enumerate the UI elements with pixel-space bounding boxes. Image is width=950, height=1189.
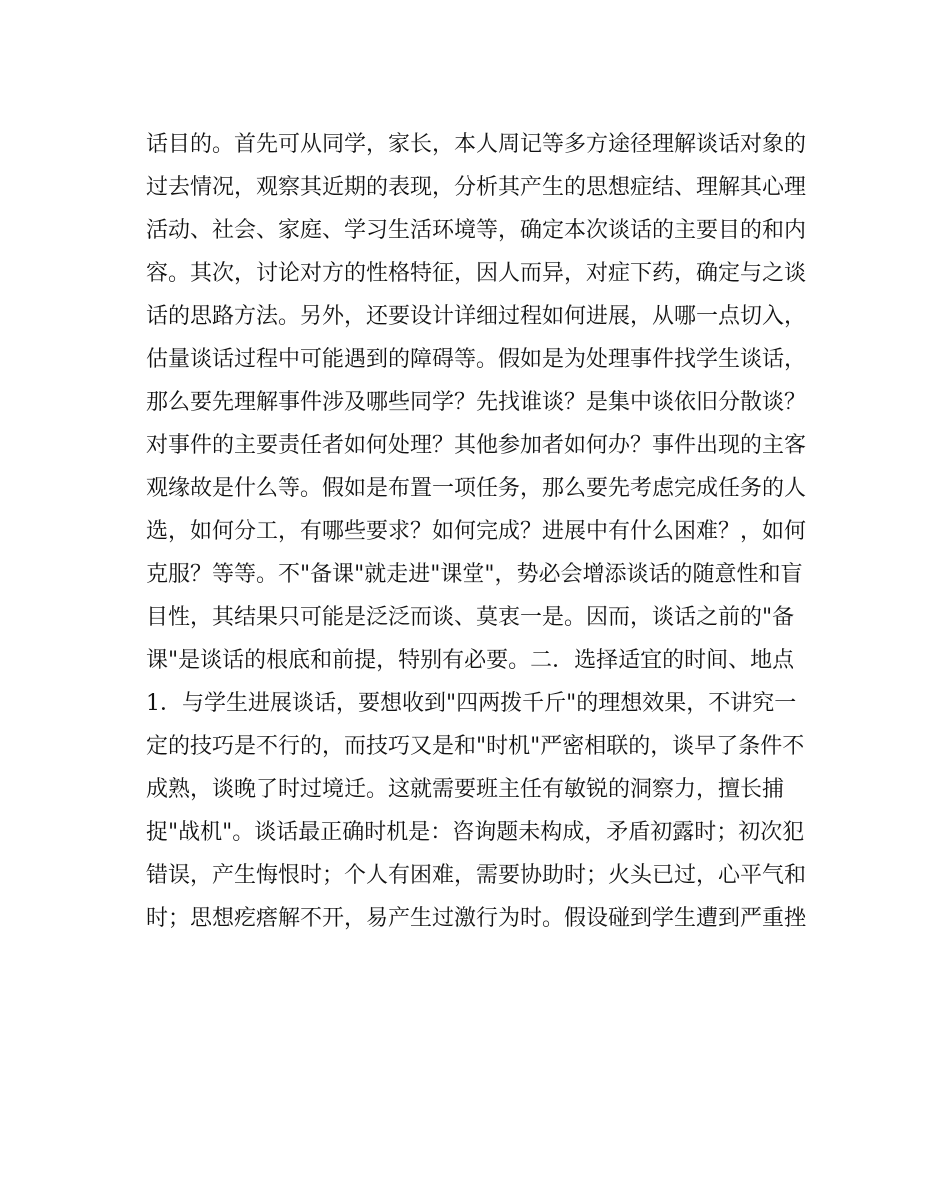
text-line: 过去情况，观察其近期的表现，分析其产生的思想症结、理解其心理 xyxy=(146,175,807,200)
text-line: 活动、社会、家庭、学习生活环境等，确定本次谈话的主要目的和内 xyxy=(146,218,807,243)
text-line: 定的技巧是不行的，而技巧又是和"时机"严密相联的，谈早了条件不 xyxy=(146,734,805,759)
text-line: 1．与学生进展谈话，要想收到"四两拨千斤"的理想效果，不讲究一 xyxy=(146,691,797,716)
body-text xyxy=(146,123,806,940)
text-line: 估量谈话过程中可能遇到的障碍等。假如是为处理事件找学生谈话， xyxy=(146,347,807,372)
text-line: 时；思想疙瘩解不开，易产生过激行为时。假设碰到学生遭到严重挫 xyxy=(146,906,807,931)
text-line: 成熟，谈晚了时过境迁。这就需要班主任有敏锐的洞察力，擅长捕 xyxy=(146,777,785,802)
text-line: 话的思路方法。另外，还要设计详细过程如何进展，从哪一点切入， xyxy=(146,304,807,329)
text-line: 对事件的主要责任者如何处理？其他参加者如何办？事件出现的主客 xyxy=(146,433,807,458)
text-line: 观缘故是什么等。假如是布置一项任务，那么要先考虑完成任务的人 xyxy=(146,476,807,501)
text-line: 选，如何分工，有哪些要求？如何完成？进展中有什么困难？，如何 xyxy=(146,519,807,544)
text-line: 克服？等等。不"备课"就走进"课堂"，势必会增添谈话的随意性和盲 xyxy=(146,562,803,587)
text-line: 捉"战机"。谈话最正确时机是：咨询题未构成，矛盾初露时；初次犯 xyxy=(146,820,805,845)
text-line: 课"是谈话的根底和前提，特别有必要。二．选择适宜的时间、地点 xyxy=(146,648,795,673)
text-line: 目性，其结果只可能是泛泛而谈、莫衷一是。因而，谈话之前的"备 xyxy=(146,605,795,630)
text-line: 话目的。首先可从同学，家长，本人周记等多方途径理解谈话对象的 xyxy=(146,132,807,157)
text-line: 错误，产生悔恨时；个人有困难，需要协助时；火头已过，心平气和 xyxy=(146,863,807,888)
text-line: 那么要先理解事件涉及哪些同学？先找谁谈？是集中谈依旧分散谈？ xyxy=(146,390,807,415)
text-line: 容。其次，讨论对方的性格特征，因人而异，对症下药，确定与之谈 xyxy=(146,261,807,286)
